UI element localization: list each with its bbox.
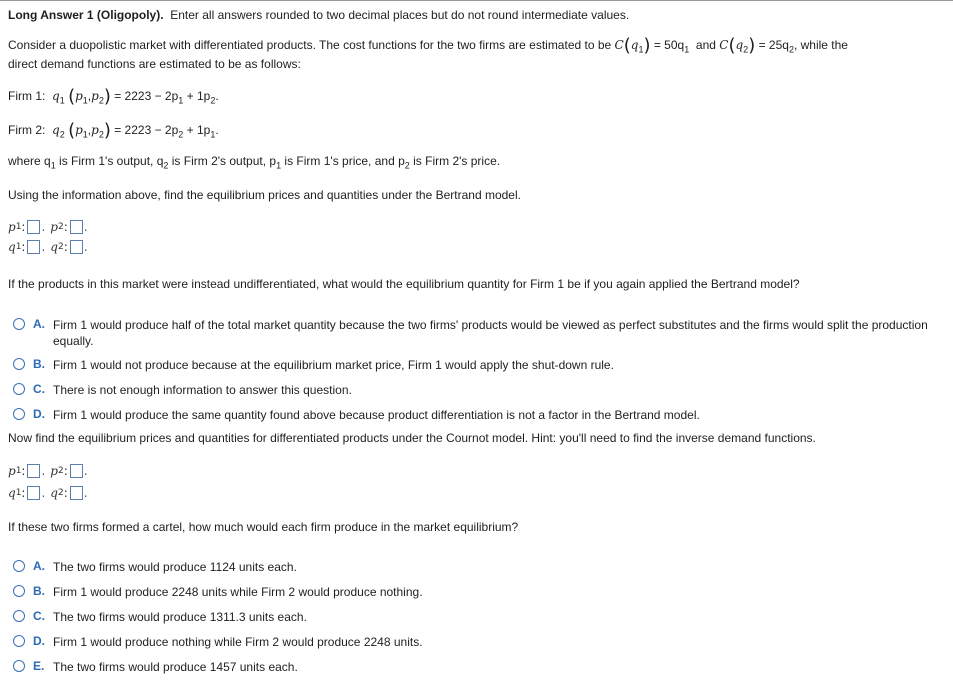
option-text: The two firms would produce 1311.3 units each.: [53, 610, 307, 624]
p1-label: p: [8, 464, 16, 478]
separator-dot: .: [41, 486, 46, 500]
cournot-p1-input[interactable]: [27, 464, 40, 478]
bertrand-p2-input[interactable]: [70, 220, 83, 234]
math-q: q: [735, 38, 744, 52]
separator-dot: .: [83, 240, 88, 254]
q2-option-a[interactable]: [13, 317, 938, 349]
separator-dot: .: [41, 220, 46, 234]
sub-1: 1: [59, 95, 65, 106]
cournot-q1-input[interactable]: [27, 486, 40, 500]
radio-button[interactable]: [13, 383, 25, 395]
sub-2: 2: [788, 44, 794, 55]
math-p: p: [91, 123, 99, 137]
where-d: is Firm 1's price, and p: [281, 154, 405, 168]
firm2-demand: Firm 2: $q_2$ $(p_1,p_2) = 2223 - 2p_2 + 1p_1$.: [8, 120, 219, 141]
sub-1: 1: [276, 160, 282, 171]
option-text: Firm 1 would produce half of the total market quantity because the two firms' products would be viewed as perfect substitutes and the firms would split the production equally.: [53, 318, 928, 348]
option-letter: D.: [33, 407, 45, 421]
radio-button[interactable]: [13, 635, 25, 647]
intro-line-2: direct demand functions are estimated to be as follows:: [8, 57, 301, 71]
q4-option-e[interactable]: [13, 659, 938, 675]
cournot-q2-input[interactable]: [70, 486, 83, 500]
q2-label: q: [50, 486, 58, 500]
colon: :: [21, 464, 26, 478]
math-p: p: [91, 89, 99, 103]
paren: ): [748, 35, 756, 56]
sub-1: 1: [82, 95, 88, 106]
paren: ): [643, 35, 651, 56]
separator-dot: .: [41, 240, 46, 254]
q2-option-d[interactable]: [13, 407, 938, 423]
paren: (: [68, 120, 76, 141]
option-text: Firm 1 would not produce because at the equilibrium market price, Firm 1 would apply the shut-down rule.: [53, 358, 614, 372]
sub-2: 2: [404, 160, 410, 171]
firm2-plus: + 1p: [183, 123, 211, 137]
q1-label: q: [8, 240, 16, 254]
colon: :: [21, 220, 26, 234]
math-p: p: [75, 123, 83, 137]
option-letter: C.: [33, 609, 45, 623]
radio-button[interactable]: [13, 610, 25, 622]
math-q: q: [630, 38, 639, 52]
sub-1: 1: [15, 222, 22, 232]
colon: :: [63, 220, 68, 234]
sub-1: 1: [82, 129, 88, 140]
option-text: Firm 1 would produce the same quantity found above because product differentiation is not a factor in the Bertrand model.: [53, 408, 700, 422]
variable-definitions: [8, 154, 500, 170]
paren: ): [103, 120, 111, 141]
sub-1: 1: [15, 242, 22, 252]
bertrand-price-row: [8, 218, 93, 236]
option-letter: B.: [33, 357, 45, 371]
cournot-p2-input[interactable]: [70, 464, 83, 478]
q4-option-d[interactable]: [13, 634, 938, 650]
p2-label: p: [50, 464, 58, 478]
math-q: q: [52, 123, 60, 137]
sub-2: 2: [178, 129, 184, 140]
sub-1: 1: [15, 488, 22, 498]
intro-end: , while the: [793, 38, 848, 52]
question3-prompt: Now find the equilibrium prices and quantities for differentiated products under the Cournot model. Hint: you'll need to find the inverse demand functions.: [8, 431, 816, 445]
q2-option-b[interactable]: [13, 357, 938, 373]
sub-1: 1: [638, 44, 644, 55]
paren: (: [728, 35, 736, 56]
p2-label: p: [50, 220, 58, 234]
separator-dot: .: [83, 486, 88, 500]
sub-1: 1: [50, 160, 56, 171]
instructions: Enter all answers rounded to two decimal places but do not round intermediate values.: [170, 8, 630, 22]
option-text: The two firms would produce 1457 units each.: [53, 660, 298, 674]
firm1-plus: + 1p: [183, 89, 211, 103]
colon: :: [63, 464, 68, 478]
where-b: is Firm 1's output, q: [55, 154, 164, 168]
question2-prompt: If the products in this market were instead undifferentiated, what would the equilibrium quantity for Firm 1 be if you again applied the Bertrand model?: [8, 277, 800, 291]
math-q: q: [52, 89, 60, 103]
option-text: There is not enough information to answer this question.: [53, 383, 352, 397]
cost-2-value: = 25q: [758, 38, 789, 52]
header-line: [8, 8, 629, 22]
option-letter: B.: [33, 584, 45, 598]
radio-button[interactable]: [13, 358, 25, 370]
intro-text: Consider a duopolistic market with differentiated products. The cost functions for the two firms are estimated to be: [8, 38, 612, 52]
colon: :: [21, 240, 26, 254]
math-p: p: [75, 89, 83, 103]
cost-fn-2: C: [719, 38, 729, 52]
question-title: Long Answer 1 (Oligopoly).: [8, 8, 164, 22]
sub-2: 2: [57, 466, 64, 476]
cournot-price-row: [8, 462, 93, 480]
intro-line-1: [8, 35, 848, 56]
separator-dot: .: [83, 464, 88, 478]
radio-button[interactable]: [13, 318, 25, 330]
option-letter: D.: [33, 634, 45, 648]
firm1-rhs: = 2223 − 2p: [114, 89, 179, 103]
intro-and: and: [695, 38, 716, 52]
sub-2: 2: [210, 95, 216, 106]
sub-2: 2: [59, 129, 65, 140]
colon: :: [63, 240, 68, 254]
colon: :: [63, 486, 68, 500]
cost-fn-1: C: [614, 38, 624, 52]
bertrand-p1-input[interactable]: [27, 220, 40, 234]
where-e: is Firm 2's price.: [409, 154, 501, 168]
sub-2: 2: [98, 95, 104, 106]
bertrand-q2-input[interactable]: [70, 240, 83, 254]
option-text: Firm 1 would produce nothing while Firm 2 would produce 2248 units.: [53, 635, 423, 649]
option-letter: C.: [33, 382, 45, 396]
radio-button[interactable]: [13, 660, 25, 672]
firm1-label: Firm 1:: [8, 89, 46, 103]
where-c: is Firm 2's output, p: [168, 154, 277, 168]
firm1-end: .: [215, 89, 219, 103]
paren: (: [68, 86, 76, 107]
q1-label: q: [8, 486, 16, 500]
radio-button[interactable]: [13, 585, 25, 597]
question4-prompt: If these two firms formed a cartel, how much would each firm produce in the market equilibrium?: [8, 520, 519, 534]
separator-dot: .: [83, 220, 88, 234]
sub-1: 1: [210, 129, 216, 140]
q4-option-b[interactable]: [13, 584, 938, 600]
sub-1: 1: [684, 44, 690, 55]
radio-button[interactable]: [13, 560, 25, 572]
sub-2: 2: [743, 44, 749, 55]
option-letter: A.: [33, 317, 45, 331]
firm2-rhs: = 2223 − 2p: [114, 123, 179, 137]
separator-dot: .: [41, 464, 46, 478]
q4-option-a[interactable]: [13, 559, 938, 575]
bertrand-quantity-row: [8, 238, 93, 256]
firm2-label: Firm 2:: [8, 123, 46, 137]
colon: :: [21, 486, 26, 500]
option-letter: E.: [33, 659, 45, 673]
sub-2: 2: [163, 160, 169, 171]
q2-label: q: [50, 240, 58, 254]
sub-2: 2: [57, 222, 64, 232]
q2-option-c[interactable]: [13, 382, 938, 398]
paren: (: [623, 35, 631, 56]
cournot-quantity-row: [8, 484, 93, 502]
option-text: The two firms would produce 1124 units each.: [53, 560, 297, 574]
firm2-end: .: [215, 123, 219, 137]
paren: ): [103, 86, 111, 107]
sub-2: 2: [57, 242, 64, 252]
sub-2: 2: [57, 488, 64, 498]
radio-button[interactable]: [13, 408, 25, 420]
top-divider: [0, 0, 953, 1]
sub-1: 1: [15, 466, 22, 476]
question1-prompt: Using the information above, find the equilibrium prices and quantities under the Bertrand model.: [8, 188, 521, 202]
sub-1: 1: [178, 95, 184, 106]
sub-2: 2: [98, 129, 104, 140]
cost-1-value: = 50q: [653, 38, 685, 52]
q4-option-c[interactable]: [13, 609, 938, 625]
bertrand-q1-input[interactable]: [27, 240, 40, 254]
where-a: where q: [8, 154, 51, 168]
firm1-demand: Firm 1: $q_1$ $(p_1,p_2) = 2223 - 2p_1 + 1p_2$.: [8, 86, 219, 107]
p1-label: p: [8, 220, 16, 234]
option-letter: A.: [33, 559, 45, 573]
option-text: Firm 1 would produce 2248 units while Firm 2 would produce nothing.: [53, 585, 423, 599]
